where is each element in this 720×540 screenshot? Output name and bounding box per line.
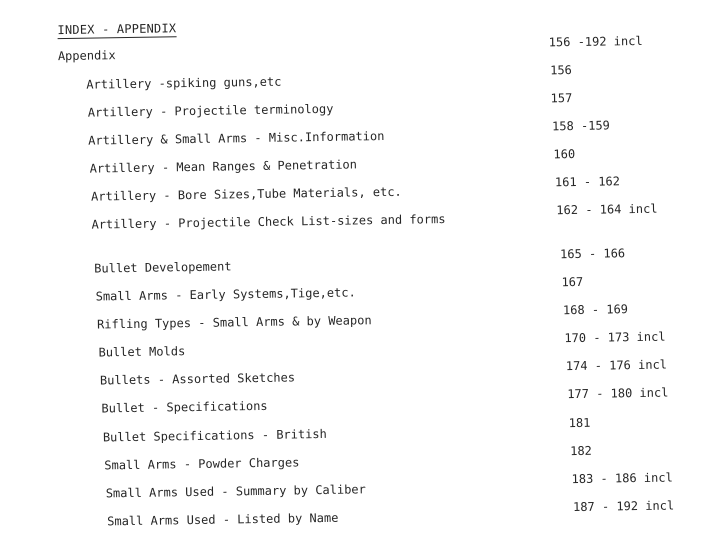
entry-pages: 157	[550, 91, 573, 106]
entry-pages: 167	[561, 274, 584, 290]
entry-title: Small Arms Used - Listed by Name	[107, 510, 339, 529]
entry-pages: 168 - 169	[562, 302, 629, 318]
entry-title: Small Arms Used - Summary by Caliber	[105, 482, 366, 501]
entry-pages: 161 - 162	[554, 174, 621, 190]
entry-title: Rifling Types - Small Arms & by Weapon	[96, 313, 372, 332]
entry-pages: 170 - 173 incl	[564, 329, 666, 346]
entry-pages: 181	[568, 415, 591, 431]
entry-title: Bullet Specifications - British	[102, 426, 327, 445]
entry-title: Artillery & Small Arms - Misc.Information	[88, 128, 385, 148]
entry-pages: 182	[570, 443, 592, 459]
entry-pages: 187 - 192 incl	[572, 498, 675, 515]
entry-title: Small Arms - Powder Charges	[104, 455, 300, 473]
entry-pages: 177 - 180 incl	[567, 385, 669, 402]
section-pages: 156 -192 incl	[548, 33, 643, 50]
entry-title: Bullet - Specifications	[101, 398, 268, 416]
entry-title: Artillery - Mean Ranges & Penetration	[89, 157, 358, 176]
entry-title: Bullets - Assorted Sketches	[99, 370, 296, 388]
entry-pages: 156	[550, 63, 572, 78]
index-heading: INDEX - APPENDIX	[57, 21, 177, 38]
entry-title: Artillery - Projectile Check List-sizes and forms	[91, 212, 446, 232]
entry-title: Small Arms - Early Systems,Tige,etc.	[95, 285, 356, 304]
entry-title: Bullet Developement	[94, 259, 232, 276]
entry-pages: 162 - 164 incl	[556, 201, 658, 218]
entry-pages: 160	[553, 146, 576, 162]
entry-title: Bullet Molds	[98, 344, 186, 360]
entry-title: Artillery -spiking guns,etc	[86, 74, 282, 92]
entry-title: Artillery - Projectile terminology	[87, 101, 334, 120]
entry-pages: 165 - 166	[559, 246, 626, 262]
entry-title: Artillery - Bore Sizes,Tube Materials, etc.	[90, 184, 402, 204]
entry-pages: 174 - 176 incl	[565, 357, 668, 374]
entry-pages: 183 - 186 incl	[571, 470, 673, 487]
section-title: Appendix	[57, 48, 116, 64]
entry-pages: 158 -159	[551, 118, 610, 134]
